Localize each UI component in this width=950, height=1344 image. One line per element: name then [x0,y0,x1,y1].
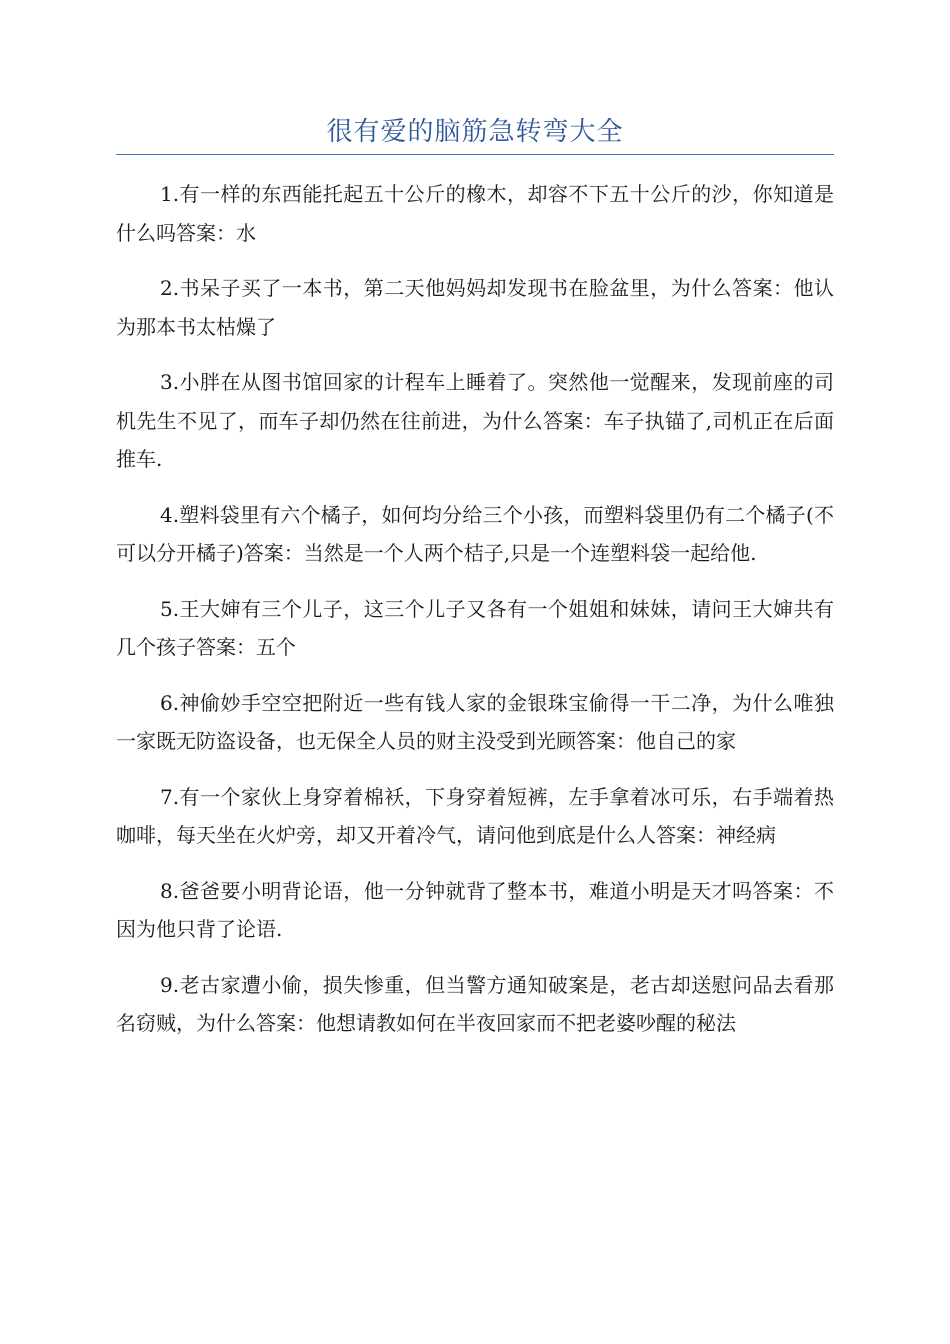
riddle-paragraph-4: 4.塑料袋里有六个橘子，如何均分给三个小孩，而塑料袋里仍有二个橘子(不可以分开橘子)答案：当然是一个人两个桔子,只是一个连塑料袋一起给他. [116,502,834,565]
riddle-paragraph-8: 8.爸爸要小明背论语，他一分钟就背了整本书，难道小明是天才吗答案：不因为他只背了论语. [116,878,834,941]
document-body [116,175,834,1060]
riddle-paragraph-9: 9.老古家遭小偷，损失惨重，但当警方通知破案是，老古却送慰问品去看那名窃贼，为什么答案：他想请教如何在半夜回家而不把老婆吵醒的秘法 [116,972,834,1035]
riddle-paragraph-7: 7.有一个家伙上身穿着棉袄，下身穿着短裤，左手拿着冰可乐，右手端着热咖啡，每天坐在火炉旁，却又开着冷气，请问他到底是什么人答案：神经病 [116,784,834,847]
title-underline [116,154,834,155]
riddle-paragraph-1: 1.有一样的东西能托起五十公斤的橡木，却容不下五十公斤的沙，你知道是什么吗答案：水 [116,182,834,245]
riddle-paragraph-2: 2.书呆子买了一本书，第二天他妈妈却发现书在脸盆里，为什么答案：他认为那本书太枯燥了 [116,276,834,339]
riddle-paragraph-5: 5.王大婶有三个儿子，这三个儿子又各有一个姐姐和妹妹，请问王大婶共有几个孩子答案：五个 [116,596,834,659]
riddle-paragraph-6: 6.神偷妙手空空把附近一些有钱人家的金银珠宝偷得一干二净，为什么唯独一家既无防盗设备，也无保全人员的财主没受到光顾答案：他自己的家 [116,690,834,753]
riddle-paragraph-3: 3.小胖在从图书馆回家的计程车上睡着了。突然他一觉醒来，发现前座的司机先生不见了，而车子却仍然在往前进，为什么答案：车子执锚了,司机正在后面推车. [116,370,834,471]
page-title: 很有爱的脑筋急转弯大全 [326,117,624,147]
